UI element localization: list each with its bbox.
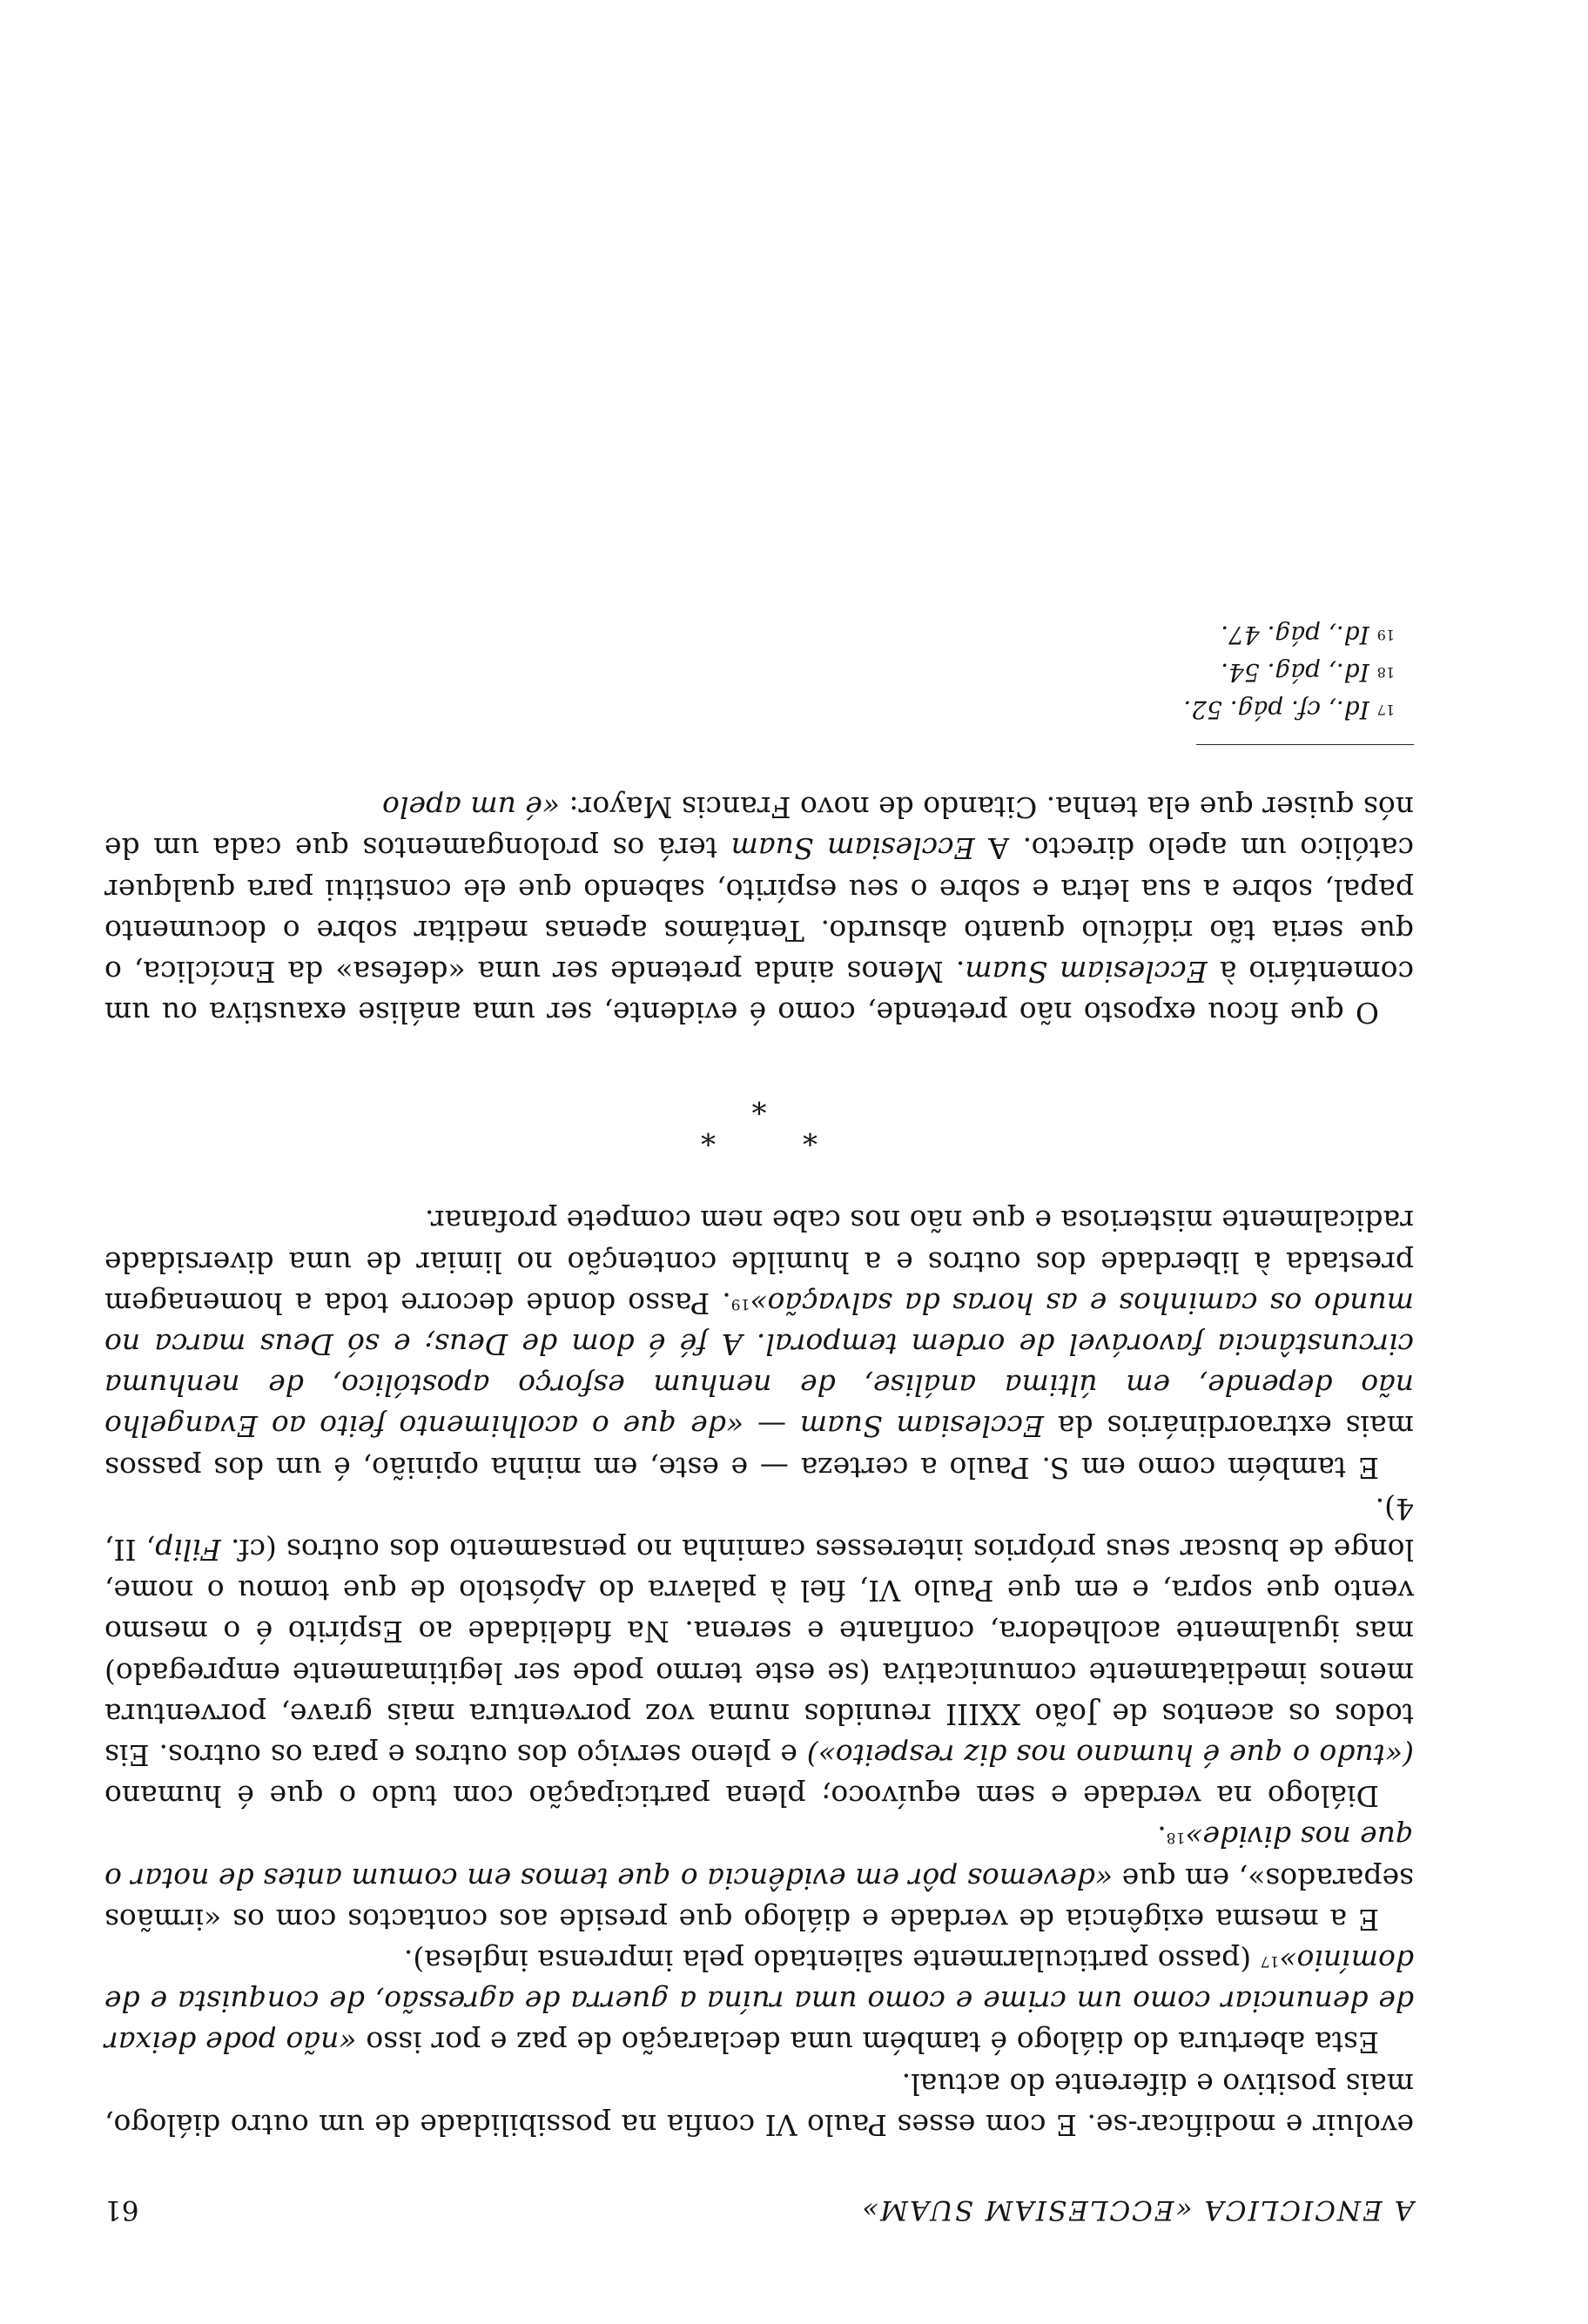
footnote-ref: 17 bbox=[1260, 1951, 1280, 1970]
asterisk: * bbox=[701, 1117, 716, 1152]
section-break bbox=[104, 1087, 1414, 1150]
title: Ecclesiam Suam bbox=[730, 831, 975, 866]
footnote bbox=[104, 616, 1414, 654]
footnote-number: 18 bbox=[1376, 663, 1395, 681]
quote: («tudo o que é humano nos diz respeito») bbox=[806, 1737, 1414, 1772]
paragraph-5: E também como em S. Paulo a certeza — e este, em minha opinião, é um dos passos mais extraordinários da Ecclesiam Suam — «de que o acolhimento feito ao Evangelho não depende, em última análise, de nenhum esforço apostólico, de nenhuma circunstância favorável de ordem temporal. A fé é dom de Deus; e só Deus marca no mundo os caminhos e as horas da salvação»$^{19}$. Passo donde decorre toda a homenagem prestada à liberdade dos outros e a humilde contenção no limiar de uma diversidade radicalmente misteriosa e que não nos cabe nem compete profanar. bbox=[104, 1204, 1414, 1485]
footnote-ref: 19 bbox=[730, 1294, 750, 1313]
footnote-ref: 18 bbox=[1166, 1829, 1186, 1847]
paragraph-3: E a mesma exigência de verdade e diálogo que preside aos contactos com os «irmãos separados», em que «devemos pôr em evidência o que temos em comum antes de notar o que nos divide»$^{18}$. bbox=[104, 1820, 1414, 1937]
paragraph-6: O que ficou exposto não pretende, como é evidente, ser uma análise exaustiva ou um comentário à Ecclesiam Suam. Menos ainda pretende ser uma «defesa» da Encíclica, o que seria tão ridículo quanto absurdo. Tentámos apenas meditar sobre o documento papal, sobre a sua letra e sobre o seu espírito, sabendo que ele constitui para qualquer católico um apelo directo. A Ecclesiam Suam terá os prolongamentos que cada um de nós quiser que ela tenha. Citando de novo Francis Mayor: «é um apelo bbox=[104, 790, 1414, 1031]
footnote-text: Id., pág. 54. bbox=[1221, 657, 1369, 687]
citation: Filip bbox=[155, 1532, 221, 1567]
quote: «não pode deixar de denunciar como um crime e como uma ruína a guerra de agressão, de conquista e de domínio» bbox=[104, 1943, 1414, 2060]
footnote bbox=[104, 654, 1414, 691]
quote: «é um apelo bbox=[382, 790, 561, 825]
footnote-text: Id., pág. 47. bbox=[1221, 620, 1369, 649]
title: Ecclesiam Suam bbox=[799, 1409, 1045, 1444]
footnote-number: 19 bbox=[1376, 626, 1395, 643]
footnote-number: 17 bbox=[1376, 701, 1395, 718]
footnote-text: Id., cf. pág. 52. bbox=[1183, 695, 1369, 724]
title: Ecclesiam Suam bbox=[965, 954, 1208, 989]
paragraph-2: Esta abertura do diálogo é também uma declaração de paz e por isso «não pode deixar de denunciar como um crime e como uma ruína a guerra de agressão, de conquista e de domínio»$^{17}$ (passo particularmente salientado pela imprensa inglesa). bbox=[104, 1943, 1414, 2060]
footnote bbox=[104, 691, 1414, 729]
page-header bbox=[104, 2189, 1414, 2230]
asterisk: * bbox=[803, 1117, 818, 1152]
page-number: 61 bbox=[104, 2194, 139, 2226]
asterisk: * bbox=[751, 1085, 767, 1121]
quote: «de que o acolhimento feito ao Evangelho não depende, em última análise, de nenhum esforço apostólico, de nenhuma circunstância favorável de ordem temporal. A fé é dom de Deus; e só Deus marca no mundo os caminhos e as horas da salvação» bbox=[104, 1286, 1414, 1444]
footnote-divider bbox=[1196, 744, 1414, 745]
paragraph-1: evoluir e modificar-se. E com esses Paulo VI confia na possibilidade de um outro diálogo, mais positivo e diferente do actual. bbox=[104, 2066, 1414, 2142]
quote: «devemos pôr em evidência o que temos em comum antes de notar o que nos divide» bbox=[104, 1820, 1414, 1896]
running-head: A ENCICLICA «ECCLESIAM SUAM» bbox=[860, 2194, 1414, 2226]
book-page bbox=[104, 106, 1414, 2230]
paragraph-4: Diálogo na verdade e sem equívoco; plena participação com tudo o que é humano («tudo o que é humano nos diz respeito») e pleno serviço dos outros e para os outros. Eis todos os acentos de João XXIII reunidos numa voz porventura mais grave, porventura menos imediatamente comunicativa (se este termo pode ser legitimamente empregado) mas igualmente acolhedora, confiante e serena. Na fidelidade ao Espírito é o mesmo vento que sopra, e em que Paulo VI, fiel à palavra do Apóstolo de que tomou o nome, longe de buscar seus próprios interesses caminha no pensamento dos outros (cf. Filip, II, 4). bbox=[104, 1491, 1414, 1814]
